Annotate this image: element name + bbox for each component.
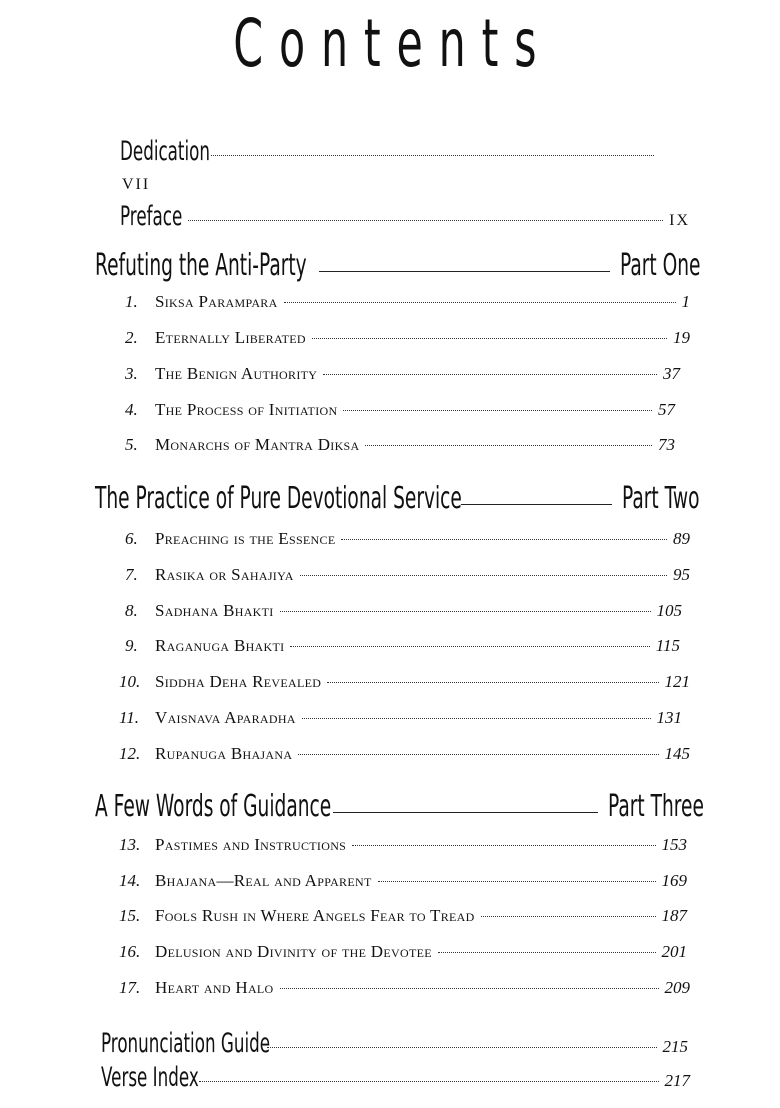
- dot-leader: [481, 916, 656, 917]
- toc-chapter-row[interactable]: [119, 708, 682, 728]
- dot-leader: [280, 611, 651, 612]
- toc-chapter-row[interactable]: [119, 835, 687, 855]
- page-number: 115: [655, 636, 680, 655]
- toc-chapter-row[interactable]: [119, 672, 690, 692]
- chapter-number: 17.: [119, 978, 141, 997]
- chapter-title: Monarchs of Mantra Diksa: [155, 435, 360, 454]
- page-number: 105: [656, 601, 682, 620]
- dot-leader: [199, 1081, 659, 1082]
- dot-leader: [284, 302, 676, 303]
- chapter-title: Sadhana Bhakti: [155, 601, 274, 620]
- chapter-title: Siksa Parampara: [155, 292, 278, 311]
- entry-label: Dedication: [120, 136, 210, 167]
- toc-entry-verse-index[interactable]: [101, 1062, 690, 1093]
- toc-entry-pronunciation-guide[interactable]: [101, 1028, 688, 1059]
- dot-leader: [280, 988, 659, 989]
- page-number: 209: [664, 978, 690, 997]
- chapter-number: 1.: [125, 292, 138, 311]
- page-number: 201: [661, 942, 687, 961]
- chapter-number: 16.: [119, 942, 141, 961]
- entry-label: Verse Index: [101, 1062, 199, 1093]
- toc-chapter-row[interactable]: [119, 744, 690, 764]
- chapter-number: 7.: [125, 565, 138, 584]
- chapter-number: 13.: [119, 835, 141, 854]
- part-rule: [319, 271, 610, 272]
- dot-leader: [341, 539, 667, 540]
- page-number: 169: [661, 871, 687, 890]
- dot-leader: [378, 881, 656, 882]
- chapter-number: 11.: [119, 708, 139, 727]
- page-number: 217: [664, 1071, 690, 1090]
- dot-leader: [312, 338, 667, 339]
- part-rule: [461, 504, 612, 505]
- chapter-number: 9.: [125, 636, 138, 655]
- dot-leader: [188, 220, 663, 221]
- part-label: Part Three: [608, 789, 704, 824]
- toc-chapter-row[interactable]: [119, 906, 687, 926]
- part-label: Part One: [620, 248, 701, 283]
- chapter-number: 6.: [125, 529, 138, 548]
- part-heading-three: [95, 789, 704, 824]
- dot-leader: [298, 754, 658, 755]
- chapter-number: 12.: [119, 744, 141, 763]
- toc-chapter-row[interactable]: [125, 400, 675, 420]
- part-heading-two: [95, 481, 700, 516]
- entry-label: Preface: [120, 201, 183, 232]
- chapter-number: 5.: [125, 435, 138, 454]
- chapter-title: Raganuga Bhakti: [155, 636, 285, 655]
- page-number: VII: [122, 176, 151, 193]
- chapter-title: Rupanuga Bhajana: [155, 744, 293, 763]
- chapter-number: 10.: [119, 672, 141, 691]
- chapter-number: 3.: [125, 364, 138, 383]
- toc-chapter-row[interactable]: [119, 871, 687, 891]
- part-rule: [333, 812, 598, 813]
- dot-leader: [343, 410, 652, 411]
- page-number: 73: [658, 435, 675, 454]
- page-number: 121: [664, 672, 690, 691]
- page-number: 19: [673, 328, 690, 347]
- toc-chapter-row[interactable]: [119, 942, 687, 962]
- chapter-title: Bhajana—Real and Apparent: [155, 871, 372, 890]
- toc-entry-dedication-page: [122, 176, 150, 194]
- page-number: 215: [662, 1037, 688, 1056]
- chapter-title: Delusion and Divinity of the Devotee: [155, 942, 432, 961]
- page-number: 57: [658, 400, 675, 419]
- dot-leader: [438, 952, 656, 953]
- toc-chapter-row[interactable]: [119, 978, 690, 998]
- dot-leader: [365, 445, 652, 446]
- page-number: 131: [656, 708, 682, 727]
- part-title: A Few Words of Guidance: [95, 789, 332, 824]
- chapter-number: 15.: [119, 906, 141, 925]
- chapter-title: Vaisnava Aparadha: [155, 708, 296, 727]
- chapter-title: Rasika or Sahajiya: [155, 565, 294, 584]
- dot-leader: [327, 682, 658, 683]
- toc-chapter-row[interactable]: [125, 636, 680, 656]
- chapter-title: Heart and Halo: [155, 978, 274, 997]
- chapter-title: Preaching is the Essence: [155, 529, 336, 548]
- part-title: The Practice of Pure Devotional Service: [95, 481, 462, 516]
- page-number: 37: [663, 364, 680, 383]
- chapter-title: Fools Rush in Where Angels Fear to Tread: [155, 906, 475, 925]
- chapter-title: The Benign Authority: [155, 364, 318, 383]
- page-number: IX: [669, 212, 690, 229]
- chapter-number: 8.: [125, 601, 138, 620]
- dot-leader: [267, 1047, 657, 1048]
- page-number: 89: [673, 529, 690, 548]
- page-number: 1: [681, 292, 690, 311]
- toc-chapter-row[interactable]: [125, 529, 690, 549]
- dot-leader: [211, 155, 654, 156]
- part-heading-one: [95, 248, 701, 283]
- page-number: 145: [664, 744, 690, 763]
- dot-leader: [300, 575, 667, 576]
- toc-chapter-row[interactable]: [125, 601, 682, 621]
- chapter-title: The Process of Initiation: [155, 400, 338, 419]
- part-title: Refuting the Anti-Party: [95, 248, 307, 283]
- chapter-title: Eternally Liberated: [155, 328, 306, 347]
- dot-leader: [290, 646, 649, 647]
- page-number: 153: [661, 835, 687, 854]
- toc-chapter-row[interactable]: [125, 364, 680, 384]
- entry-label: Pronunciation Guide: [101, 1028, 271, 1059]
- toc-entry-preface[interactable]: [120, 201, 690, 232]
- toc-chapter-row[interactable]: [125, 328, 690, 348]
- chapter-number: 14.: [119, 871, 141, 890]
- page-number: 95: [673, 565, 690, 584]
- dot-leader: [302, 718, 651, 719]
- toc-entry-dedication[interactable]: [120, 136, 660, 167]
- chapter-number: 4.: [125, 400, 138, 419]
- dot-leader: [352, 845, 655, 846]
- dot-leader: [323, 374, 657, 375]
- part-label: Part Two: [622, 481, 700, 516]
- page-title: Contents: [233, 5, 553, 82]
- chapter-title: Siddha Deha Revealed: [155, 672, 322, 691]
- page-number: 187: [661, 906, 687, 925]
- chapter-number: 2.: [125, 328, 138, 347]
- toc-chapter-row[interactable]: [125, 292, 690, 312]
- toc-chapter-row[interactable]: [125, 435, 675, 455]
- chapter-title: Pastimes and Instructions: [155, 835, 347, 854]
- toc-chapter-row[interactable]: [125, 565, 690, 585]
